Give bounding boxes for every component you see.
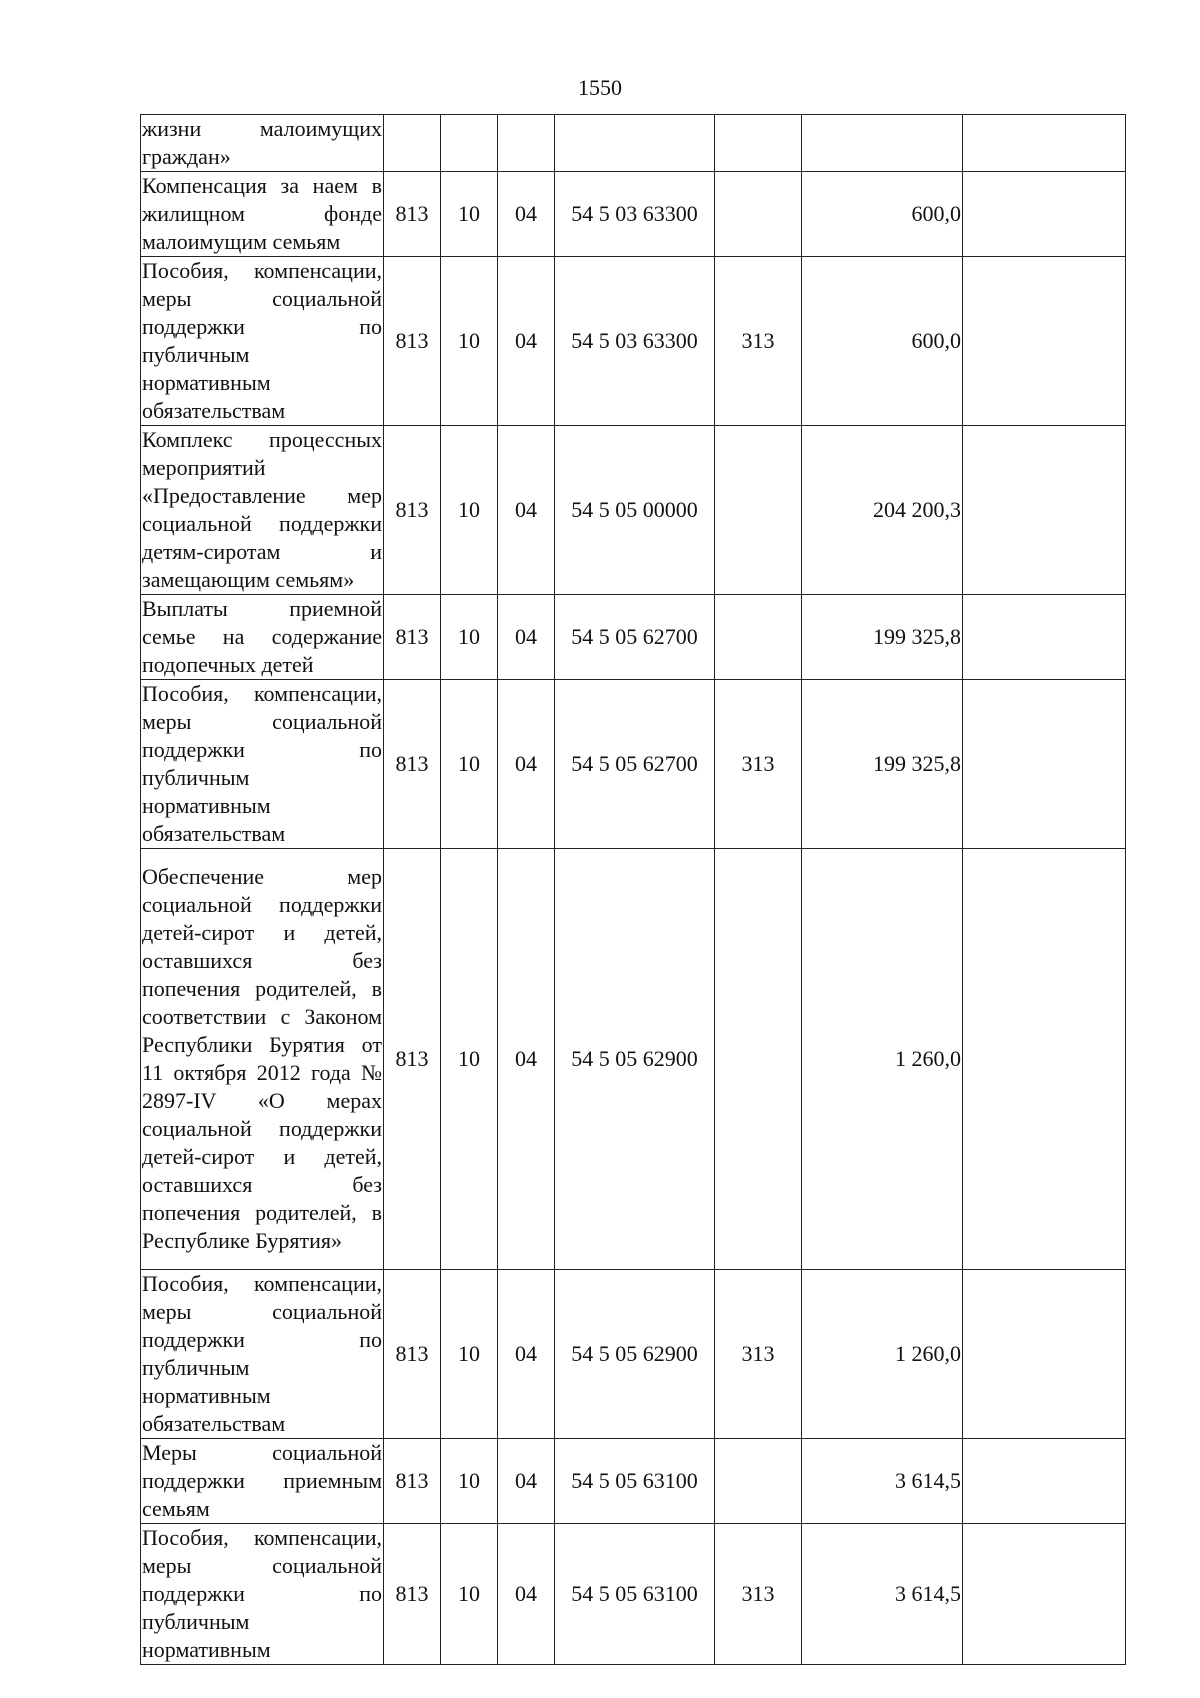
row-description: Пособия, компенсации, меры социальной поддержки по публичным нормативным обязательствам bbox=[141, 257, 384, 426]
amount-value: 199 325,8 bbox=[802, 680, 963, 849]
table-row bbox=[141, 426, 1126, 595]
table-row bbox=[141, 849, 1126, 1270]
extra-value bbox=[963, 172, 1126, 257]
amount-value: 600,0 bbox=[802, 172, 963, 257]
extra-value bbox=[963, 1524, 1126, 1665]
amount-value: 1 260,0 bbox=[802, 849, 963, 1270]
section-code: 10 bbox=[441, 426, 498, 595]
amount-value: 3 614,5 bbox=[802, 1439, 963, 1524]
row-description: Компенсация за наем в жилищном фонде малоимущим семьям bbox=[141, 172, 384, 257]
subsection-code: 04 bbox=[498, 595, 555, 680]
target-article-code bbox=[555, 115, 715, 172]
target-article-code: 54 5 03 63300 bbox=[555, 172, 715, 257]
table-row bbox=[141, 257, 1126, 426]
grbs-code: 813 bbox=[384, 257, 441, 426]
expense-type-code bbox=[715, 172, 802, 257]
row-description: Комплекс процессных мероприятий «Предоставление мер социальной поддержки детям-сиротам и замещающим семьям» bbox=[141, 426, 384, 595]
budget-table bbox=[140, 114, 1126, 1665]
expense-type-code bbox=[715, 595, 802, 680]
section-code: 10 bbox=[441, 595, 498, 680]
extra-value bbox=[963, 680, 1126, 849]
target-article-code: 54 5 05 00000 bbox=[555, 426, 715, 595]
expense-type-code: 313 bbox=[715, 1270, 802, 1439]
target-article-code: 54 5 05 62900 bbox=[555, 1270, 715, 1439]
section-code: 10 bbox=[441, 172, 498, 257]
grbs-code: 813 bbox=[384, 680, 441, 849]
amount-value bbox=[802, 115, 963, 172]
section-code: 10 bbox=[441, 257, 498, 426]
row-description: Обеспечение мер социальной поддержки детей-сирот и детей, оставшихся без попечения родителей, в соответствии с Законом Республики Бурятия от 11 октября 2012 года № 2897-IV «О мерах социальной поддержки детей-сирот и детей, оставшихся без попечения родителей, в Республике Бурятия» bbox=[141, 849, 384, 1270]
subsection-code: 04 bbox=[498, 1524, 555, 1665]
grbs-code bbox=[384, 115, 441, 172]
table-row bbox=[141, 1270, 1126, 1439]
extra-value bbox=[963, 1439, 1126, 1524]
table-row bbox=[141, 172, 1126, 257]
table-row bbox=[141, 595, 1126, 680]
target-article-code: 54 5 03 63300 bbox=[555, 257, 715, 426]
extra-value bbox=[963, 849, 1126, 1270]
grbs-code: 813 bbox=[384, 1524, 441, 1665]
target-article-code: 54 5 05 62700 bbox=[555, 680, 715, 849]
extra-value bbox=[963, 257, 1126, 426]
table-row bbox=[141, 1439, 1126, 1524]
section-code: 10 bbox=[441, 1270, 498, 1439]
extra-value bbox=[963, 115, 1126, 172]
amount-value: 199 325,8 bbox=[802, 595, 963, 680]
grbs-code: 813 bbox=[384, 172, 441, 257]
grbs-code: 813 bbox=[384, 426, 441, 595]
grbs-code: 813 bbox=[384, 595, 441, 680]
row-description: жизни малоимущих граждан» bbox=[141, 115, 384, 172]
expense-type-code: 313 bbox=[715, 257, 802, 426]
section-code bbox=[441, 115, 498, 172]
grbs-code: 813 bbox=[384, 1439, 441, 1524]
page-number: 1550 bbox=[578, 75, 622, 100]
section-code: 10 bbox=[441, 849, 498, 1270]
expense-type-code: 313 bbox=[715, 680, 802, 849]
table-row bbox=[141, 1524, 1126, 1665]
amount-value: 600,0 bbox=[802, 257, 963, 426]
target-article-code: 54 5 05 63100 bbox=[555, 1524, 715, 1665]
subsection-code: 04 bbox=[498, 426, 555, 595]
table-row bbox=[141, 680, 1126, 849]
extra-value bbox=[963, 1270, 1126, 1439]
expense-type-code bbox=[715, 1439, 802, 1524]
expense-type-code: 313 bbox=[715, 1524, 802, 1665]
table-row bbox=[141, 115, 1126, 172]
extra-value bbox=[963, 426, 1126, 595]
expense-type-code bbox=[715, 426, 802, 595]
amount-value: 3 614,5 bbox=[802, 1524, 963, 1665]
row-description: Пособия, компенсации, меры социальной поддержки по публичным нормативным обязательствам bbox=[141, 680, 384, 849]
amount-value: 1 260,0 bbox=[802, 1270, 963, 1439]
expense-type-code bbox=[715, 849, 802, 1270]
section-code: 10 bbox=[441, 1439, 498, 1524]
row-description: Меры социальной поддержки приемным семьям bbox=[141, 1439, 384, 1524]
amount-value: 204 200,3 bbox=[802, 426, 963, 595]
subsection-code bbox=[498, 115, 555, 172]
subsection-code: 04 bbox=[498, 1270, 555, 1439]
subsection-code: 04 bbox=[498, 680, 555, 849]
grbs-code: 813 bbox=[384, 849, 441, 1270]
grbs-code: 813 bbox=[384, 1270, 441, 1439]
target-article-code: 54 5 05 62900 bbox=[555, 849, 715, 1270]
extra-value bbox=[963, 595, 1126, 680]
expense-type-code bbox=[715, 115, 802, 172]
subsection-code: 04 bbox=[498, 1439, 555, 1524]
subsection-code: 04 bbox=[498, 849, 555, 1270]
section-code: 10 bbox=[441, 1524, 498, 1665]
target-article-code: 54 5 05 63100 bbox=[555, 1439, 715, 1524]
row-description: Пособия, компенсации, меры социальной поддержки по публичным нормативным обязательствам bbox=[141, 1270, 384, 1439]
subsection-code: 04 bbox=[498, 172, 555, 257]
row-description: Пособия, компенсации, меры социальной поддержки по публичным нормативным bbox=[141, 1524, 384, 1665]
row-description: Выплаты приемной семье на содержание подопечных детей bbox=[141, 595, 384, 680]
section-code: 10 bbox=[441, 680, 498, 849]
target-article-code: 54 5 05 62700 bbox=[555, 595, 715, 680]
subsection-code: 04 bbox=[498, 257, 555, 426]
